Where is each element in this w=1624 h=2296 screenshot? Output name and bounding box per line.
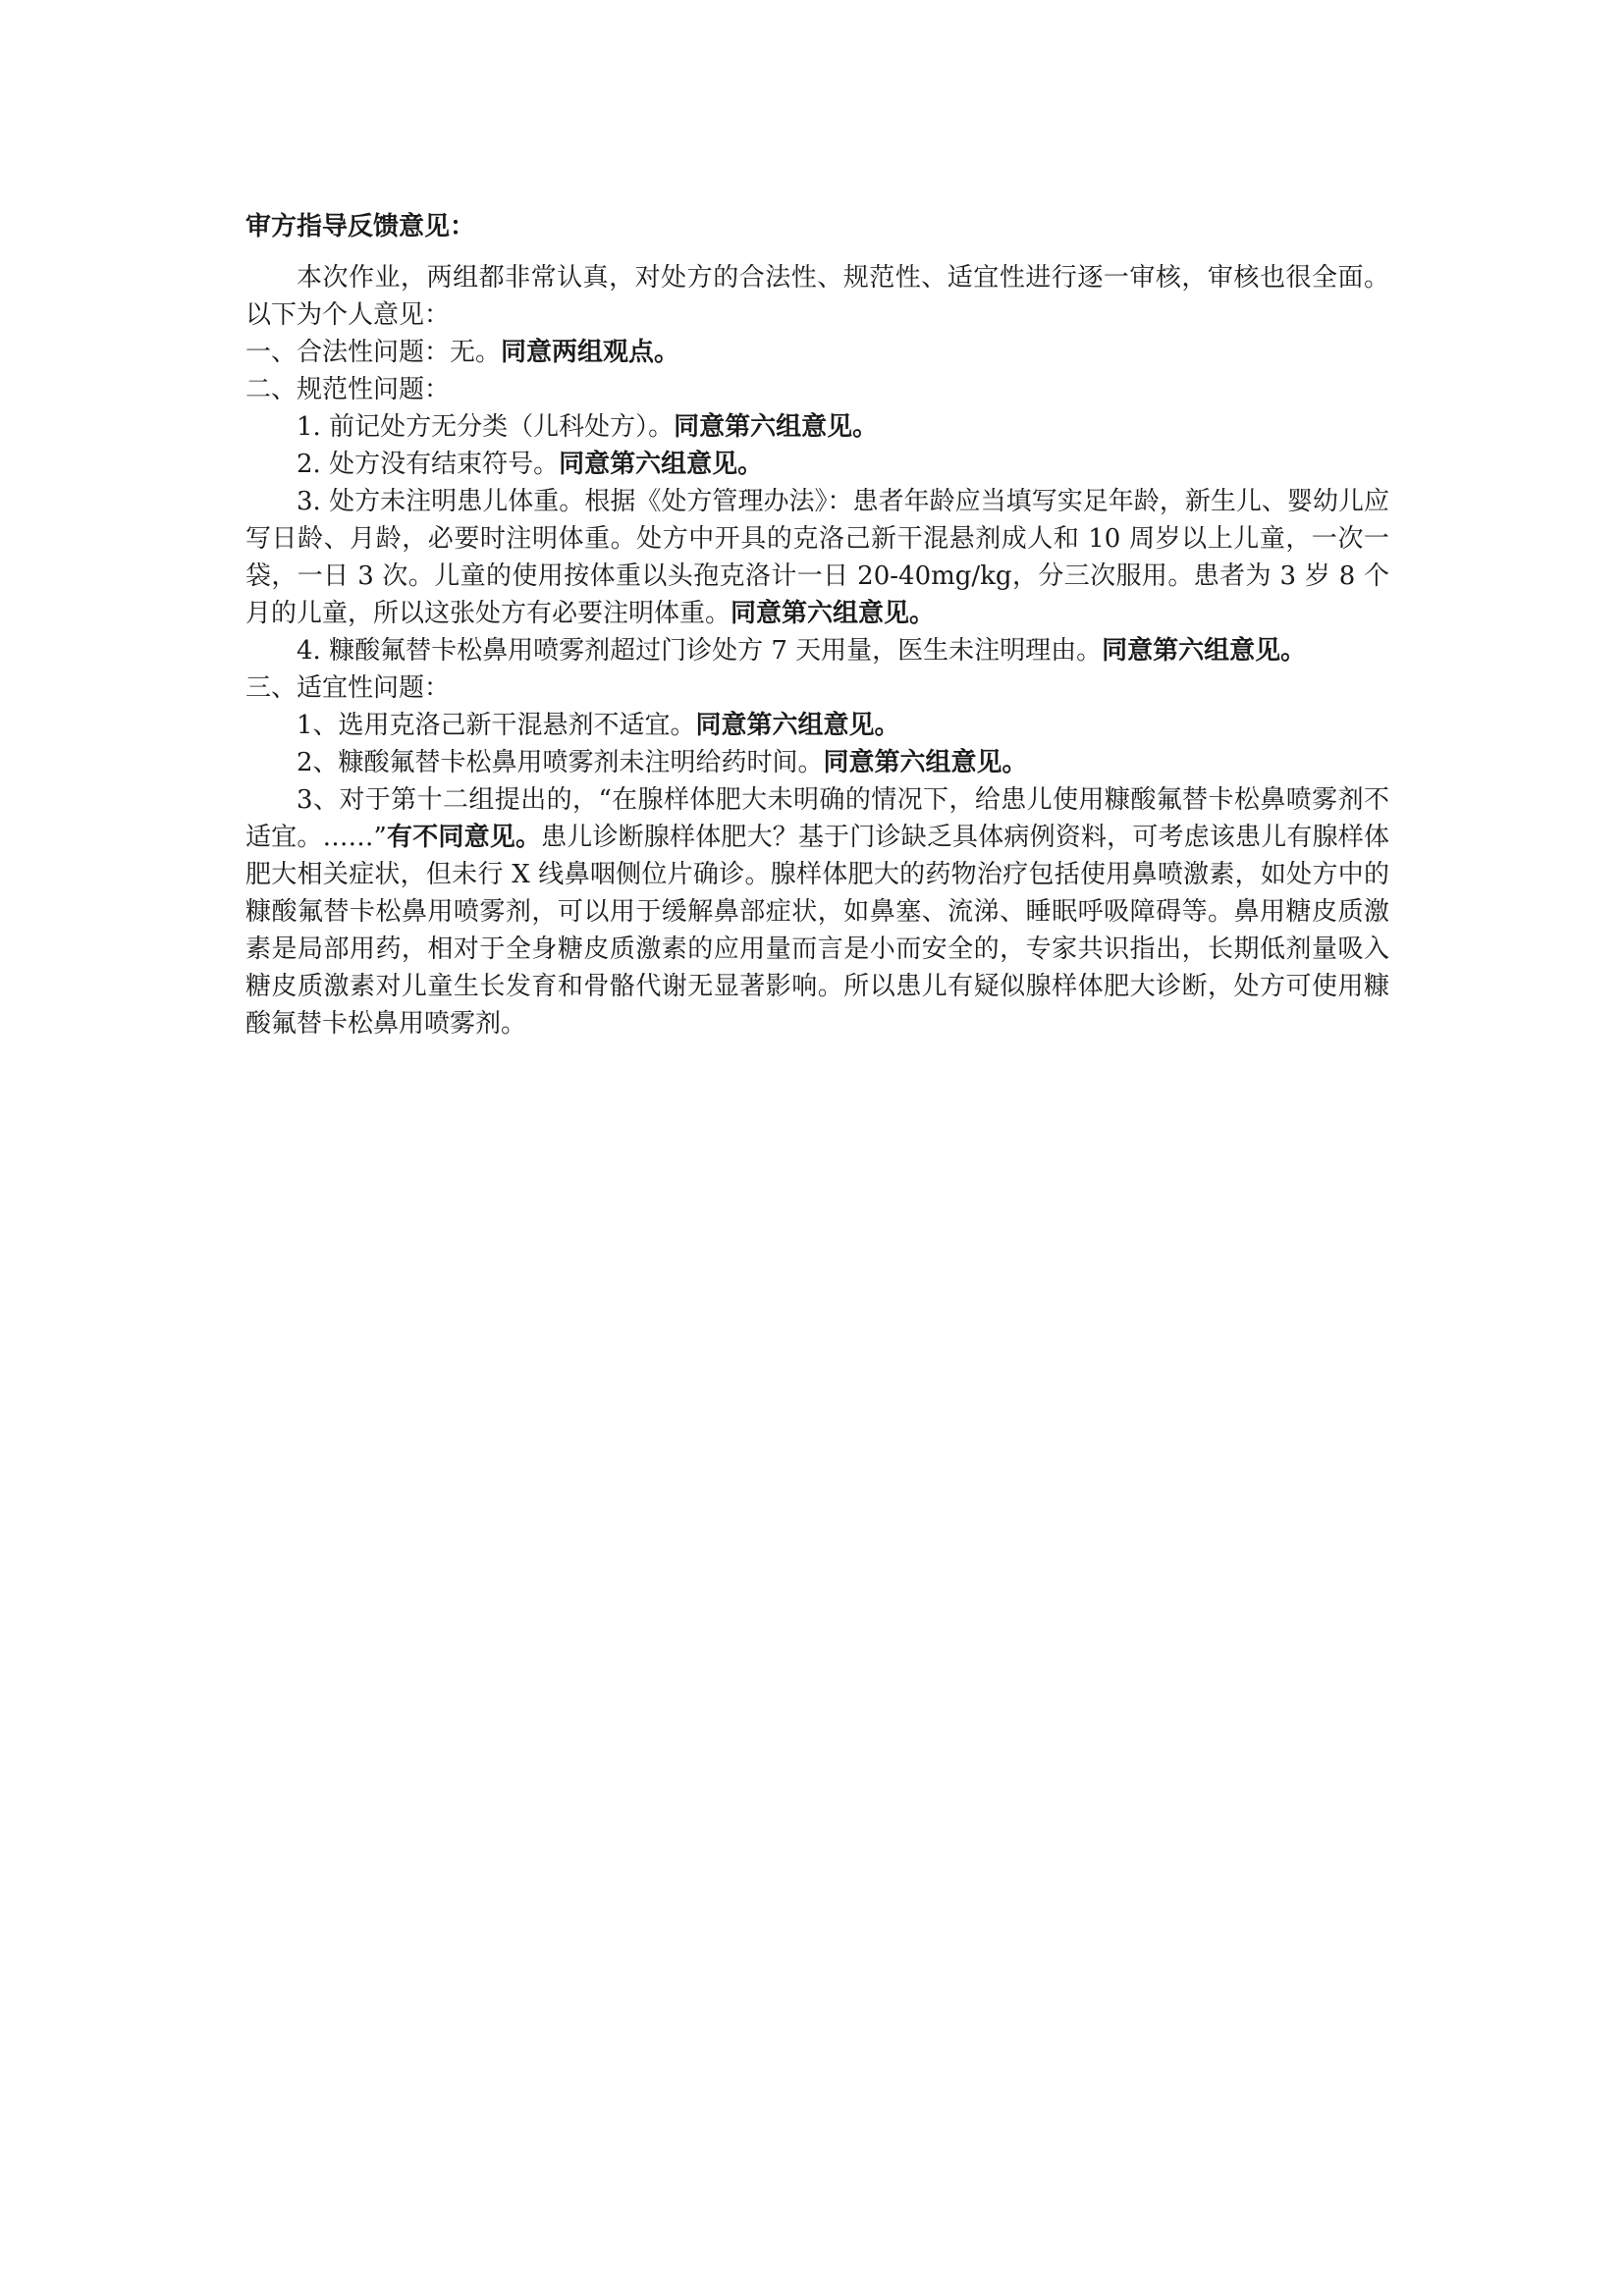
suitability-item-2 <box>245 744 1389 781</box>
suitability-item-2-text: 2、糠酸氟替卡松鼻用喷雾剂未注明给药时间。 <box>297 748 824 777</box>
standard-item-4-text: 4. 糠酸氟替卡松鼻用喷雾剂超过门诊处方 7 天用量，医生未注明理由。 <box>297 636 1103 666</box>
standard-item-1 <box>245 408 1389 446</box>
suitability-item-2-opinion: 同意第六组意见。 <box>823 748 1028 777</box>
document-page <box>245 208 1389 1042</box>
document-title: 审方指导反馈意见： <box>245 212 476 241</box>
suitability-item-3-post: 患儿诊断腺样体肥大？基于门诊缺乏具体病例资料，可考虑该患儿有腺样体肥大相关症状，但未行 X 线鼻咽侧位片确诊。腺样体肥大的药物治疗包括使用鼻喷激素，如处方中的糠酸氟替卡松鼻用喷雾剂，可以用于缓解鼻部症状，如鼻塞、流涕、睡眠呼吸障碍等。鼻用糖皮质激素是局部用药，相对于全身糖皮质激素的应用量而言是小而安全的，专家共识指出，长期低剂量吸入糖皮质激素对儿童生长发育和骨骼代谢无显著影响。所以患儿有疑似腺样体肥大诊断，处方可使用糠酸氟替卡松鼻用喷雾剂。 <box>245 823 1389 1039</box>
suitability-item-1-text: 1、选用克洛己新干混悬剂不适宜。 <box>297 711 696 740</box>
standard-item-3-opinion: 同意第六组意见。 <box>731 599 936 628</box>
standard-item-2-text: 2. 处方没有结束符号。 <box>297 450 560 479</box>
section-suitability-heading: 三、适宜性问题： <box>245 673 451 703</box>
suitability-item-3 <box>245 781 1389 1042</box>
intro-paragraph: 本次作业，两组都非常认真，对处方的合法性、规范性、适宜性进行逐一审核，审核也很全面。以下为个人意见： <box>245 263 1389 330</box>
standard-item-2 <box>245 446 1389 483</box>
standard-item-3-text: 3. 处方未注明患儿体重。根据《处方管理办法》：患者年龄应当填写实足年龄，新生儿、婴幼儿应写日龄、月龄，必要时注明体重。处方中开具的克洛己新干混悬剂成人和 10 周岁以上儿童，一次一袋，一日 3 次。儿童的使用按体重以头孢克洛计一日 20-40mg/kg，分三次服用。患者为 3 岁 8 个月的儿童，所以这张处方有必要注明体重。 <box>245 487 1389 628</box>
section-legality <box>245 334 1389 371</box>
suitability-item-1 <box>245 707 1389 744</box>
standard-item-3 <box>245 483 1389 632</box>
standard-item-4-opinion: 同意第六组意见。 <box>1102 636 1307 666</box>
standard-item-4 <box>245 632 1389 669</box>
standard-item-1-opinion: 同意第六组意见。 <box>674 412 879 442</box>
section-standard-heading: 二、规范性问题： <box>245 375 451 404</box>
section-legality-opinion: 同意两组观点。 <box>501 338 680 367</box>
suitability-item-1-opinion: 同意第六组意见。 <box>695 711 900 740</box>
suitability-item-3-opinion: 有不同意见。 <box>386 823 542 852</box>
section-legality-text: 一、合法性问题：无。 <box>245 338 502 367</box>
standard-item-1-text: 1. 前记处方无分类（儿科处方）。 <box>297 412 675 442</box>
suitability-item-3-pre: 3、对于第十二组提出的，“在腺样体肥大未明确的情况下，给患儿使用糠酸氟替卡松鼻喷雾剂不适宜。……” <box>245 785 1389 852</box>
standard-item-2-opinion: 同意第六组意见。 <box>559 450 764 479</box>
